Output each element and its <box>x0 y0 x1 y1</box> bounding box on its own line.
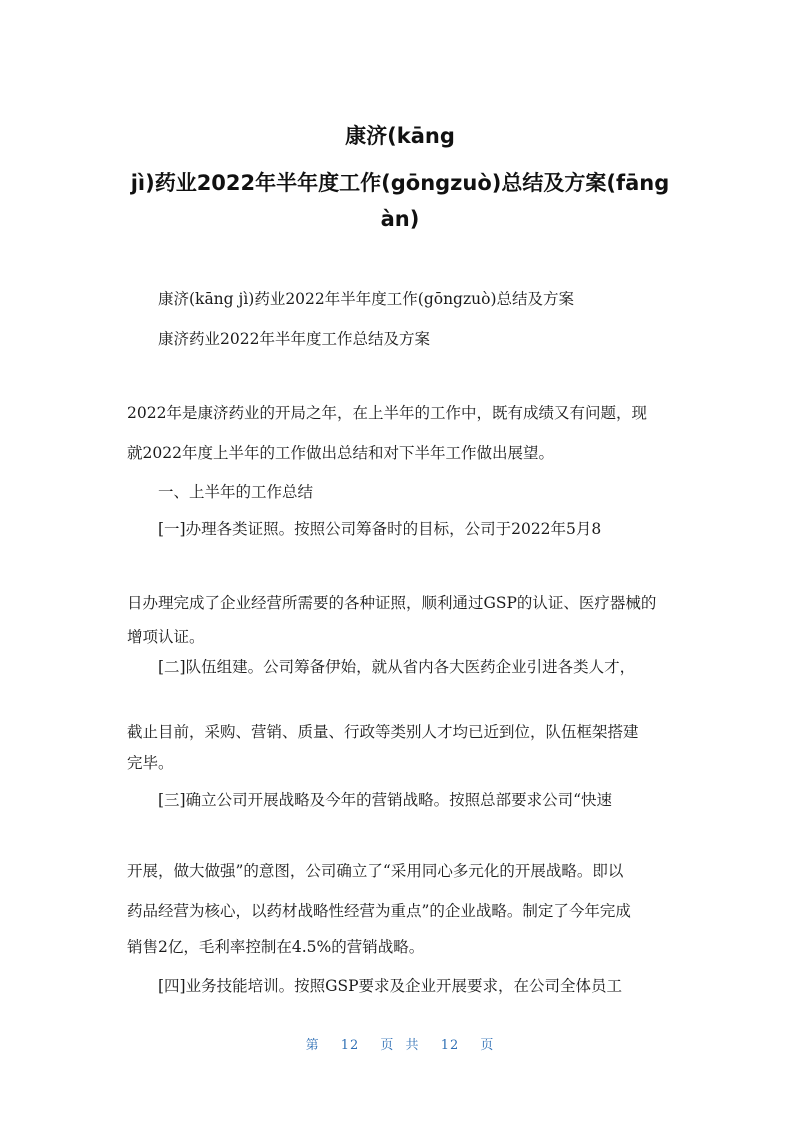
subtitle-with-pinyin: 康济(kāng jì)药业2022年半年度工作(gōngzuò)总结及方案 <box>158 290 575 308</box>
paragraph-line: 药品经营为核心，以药材战略性经营为重点”的企业战略。制定了今年完成 <box>127 902 631 920</box>
paragraph-line: 销售2亿，毛利率控制在4.5%的营销战略。 <box>127 938 425 956</box>
document-title-line-3: àn) <box>380 207 420 231</box>
paragraph-line: [二]队伍组建。公司筹备伊始，就从省内各大医药企业引进各类人才， <box>158 658 636 676</box>
paragraph-line: 2022年是康济药业的开局之年，在上半年的工作中，既有成绩又有问题，现 <box>127 404 647 422</box>
document-title-line-2: jì)药业2022年半年度工作(gōngzuò)总结及方案(fāng <box>130 171 670 195</box>
paragraph-line: [一]办理各类证照。按照公司筹备时的目标，公司于2022年5月8 <box>158 520 602 538</box>
paragraph-line: 开展，做大做强”的意图，公司确立了“采用同心多元化的开展战略。即以 <box>127 862 624 880</box>
paragraph-line: [四]业务技能培训。按照GSP要求及企业开展要求，在公司全体员工 <box>158 977 623 995</box>
footer-prefix: 第 <box>305 1038 320 1053</box>
paragraph-line: 完毕。 <box>127 754 174 772</box>
footer-mid: 页 共 <box>380 1038 420 1053</box>
paragraph-line: 增项认证。 <box>127 628 205 646</box>
paragraph-line: 截止目前，采购、营销、质量、行政等类别人才均已近到位，队伍框架搭建 <box>127 723 639 741</box>
document-title-line-1: 康济(kāng <box>345 124 455 148</box>
footer-suffix: 页 <box>480 1038 495 1053</box>
paragraph-line: [三]确立公司开展战略及今年的营销战略。按照总部要求公司“快速 <box>158 791 613 809</box>
subtitle: 康济药业2022年半年度工作总结及方案 <box>158 330 430 348</box>
footer-total-pages: 12 <box>440 1038 460 1053</box>
section-heading: 一、上半年的工作总结 <box>158 483 314 501</box>
footer-page-number: 12 <box>340 1038 360 1053</box>
page-footer <box>0 1034 800 1053</box>
paragraph-line: 就2022年度上半年的工作做出总结和对下半年工作做出展望。 <box>127 444 554 462</box>
paragraph-line: 日办理完成了企业经营所需要的各种证照，顺利通过GSP的认证、医疗器械的 <box>127 594 657 612</box>
